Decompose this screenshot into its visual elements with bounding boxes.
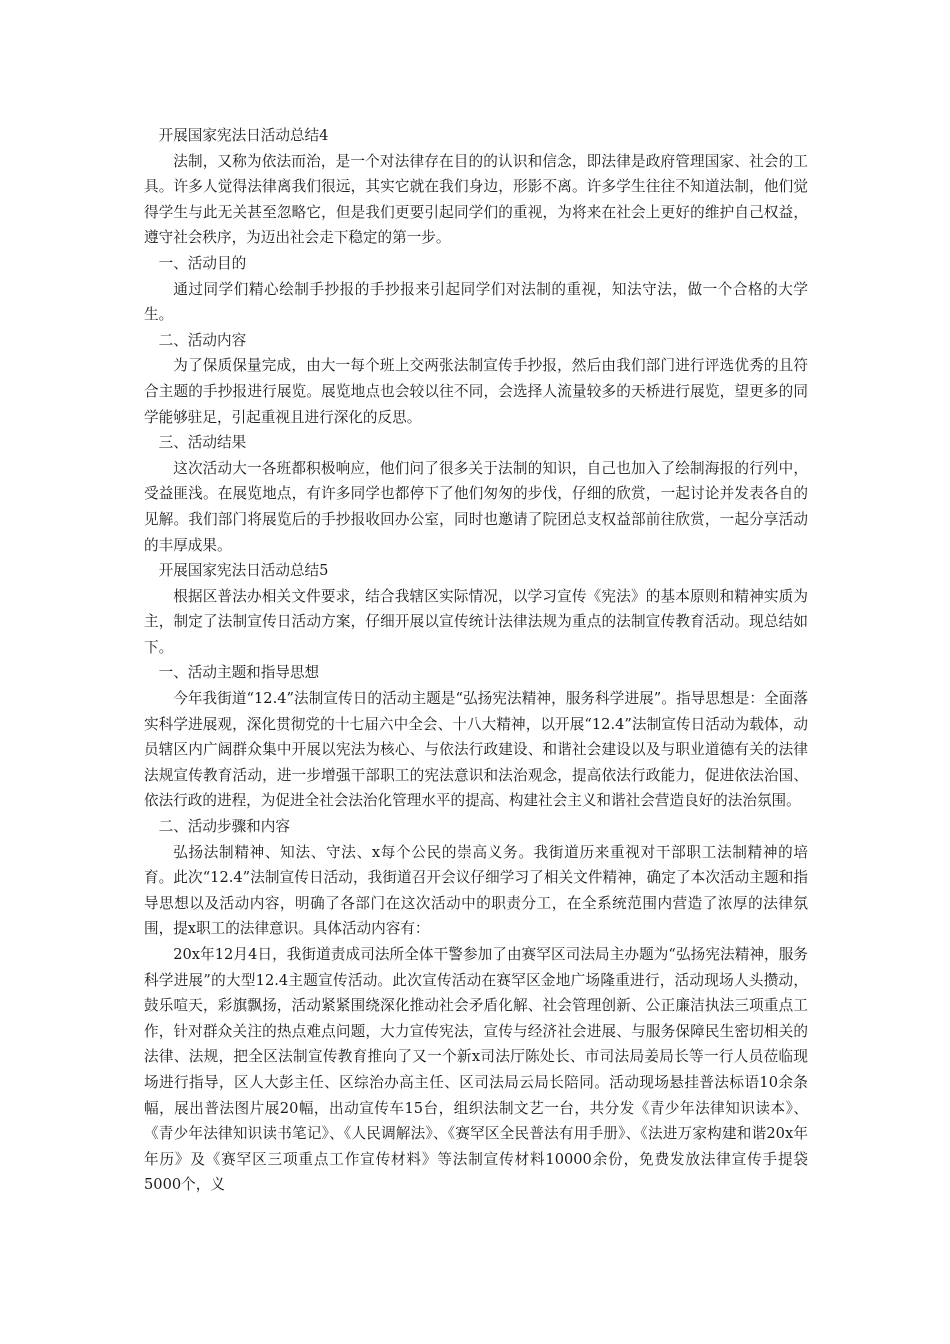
paragraph: 20x年12月4日，我街道责成司法所全体干警参加了由赛罕区司法局主办题为“弘扬宪法精神，服务科学进展”的大型12.4主题宣传活动。此次宣传活动在赛罕区金地广场隆重进行，活动现场人头攒动，鼓乐喧天，彩旗飘扬，活动紧紧围绕深化推动社会矛盾化解、社会管理创新、公正廉洁执法三项重点工作，针对群众关注的热点难点问题，大力宣传宪法，宣传与经济社会进展、与服务保障民生密切相关的法律、法规，把全区法制宣传教育推向了又一个新x司法厅陈处长、市司法局姜局长等一行人员莅临现场进行指导，区人大彭主任、区综治办高主任、区司法局云局长陪同。活动现场悬挂普法标语10余条幅，展出普法图片展20幅，出动宣传车15台，组织法制文艺一台，共分发《青少年法律知识读本》、《青少年法律知识读书笔记》、《人民调解法》、《赛罕区全民普法有用手册》、《法进万家构建和谐20x年年历》及《赛罕区三项重点工作宣传材料》等法制宣传材料10000余份，免费发放法律宣传手提袋5000个，义 [144,946,808,1194]
paragraph: 通过同学们精心绘制手抄报的手抄报来引起同学们对法制的重视，知法守法，做一个合格的大学生。 [144,280,808,324]
section-heading: 二、活动步骤和内容 [158,818,290,836]
paragraph: 这次活动大一各班都积极响应，他们问了很多关于法制的知识，自己也加入了绘制海报的行列中，受益匪浅。在展览地点，有许多同学也都停下了他们匆匆的步伐，仔细的欣赏，一起讨论并发表各自的见解。我们部门将展览后的手抄报收回办公室，同时也邀请了院团总支权益部前往欣赏，一起分享活动的丰厚成果。 [144,459,808,554]
section-title: 开展国家宪法日活动总结4 [158,127,329,144]
section-heading: 二、活动内容 [158,331,247,349]
section-heading: 一、活动目的 [158,254,247,272]
section-title: 开展国家宪法日活动总结5 [158,562,329,580]
document-body [144,123,808,1198]
paragraph: 根据区普法办相关文件要求，结合我辖区实际情况，以学习宣传《宪法》的基本原则和精神实质为主，制定了法制宣传日活动方案，仔细开展以宣传统计法律法规为重点的法制宣传教育活动。现总结如下。 [144,587,808,656]
paragraph: 为了保质保量完成，由大一每个班上交两张法制宣传手抄报，然后由我们部门进行评选优秀的且符合主题的手抄报进行展览。展览地点也会较以往不同，会选择人流量较多的天桥进行展览，望更多的同学能够驻足，引起重视且进行深化的反思。 [144,357,808,426]
section-heading: 一、活动主题和指导思想 [158,664,320,682]
section-heading: 三、活动结果 [158,434,247,452]
paragraph: 弘扬法制精神、知法、守法、x每个公民的崇高义务。我街道历来重视对干部职工法制精神的培育。此次“12.4”法制宣传日活动，我街道召开会议仔细学习了相关文件精神，确定了本次活动主题和指导思想以及活动内容，明确了各部门在这次活动中的职责分工，在全系统范围内营造了浓厚的法律氛围，提x职工的法律意识。具体活动内容有： [144,843,808,938]
paragraph: 法制，又称为依法而治，是一个对法律存在目的的认识和信念，即法律是政府管理国家、社会的工具。许多人觉得法律离我们很远，其实它就在我们身边，形影不离。许多学生往往不知道法制，他们觉得学生与此无关甚至忽略它，但是我们更要引起同学们的重视，为将来在社会上更好的维护自己权益，遵守社会秩序，为迈出社会走下稳定的第一步。 [144,152,808,247]
paragraph: 今年我街道“12.4”法制宣传日的活动主题是“弘扬宪法精神，服务科学进展”。指导思想是：全面落实科学进展观，深化贯彻党的十七届六中全会、十八大精神，以开展“12.4”法制宣传日活动为载体，动员辖区内广阔群众集中开展以宪法为核心、与依法行政建设、和谐社会建设以及与职业道德有关的法律法规宣传教育活动，进一步增强干部职工的宪法意识和法治观念，提高依法行政能力，促进依法治国、依法行政的进程，为促进全社会法治化管理水平的提高、构建社会主义和谐社会营造良好的法治氛围。 [144,690,808,810]
